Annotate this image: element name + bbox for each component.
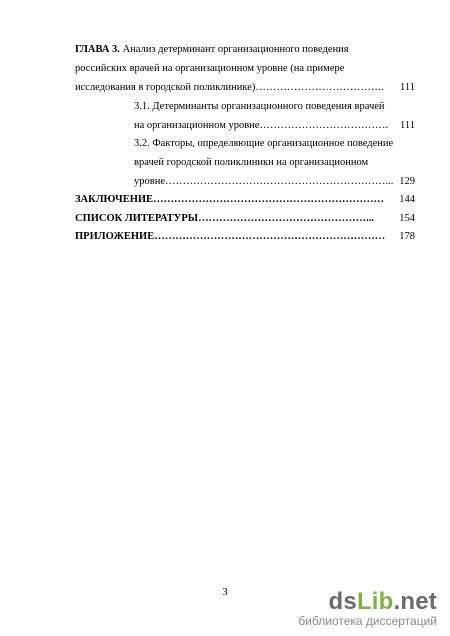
chapter3-line2: российских врачей на организационном уровне (на примере bbox=[75, 63, 345, 74]
section3-1-line1: 3.1. Детерминанты организационного поведения врачей bbox=[134, 101, 385, 112]
chapter3-title-part1: Анализ детерминант организационного поведения bbox=[119, 44, 349, 55]
appendix-page: 178 bbox=[399, 231, 415, 242]
section3-2-line2: врачей городской поликлиники на организационном bbox=[134, 157, 369, 168]
conclusion-page: 144 bbox=[399, 194, 415, 205]
conclusion-entry: ЗАКЛЮЧЕНИЕ………………………………………………………… bbox=[75, 194, 385, 205]
appendix-entry: ПРИЛОЖЕНИЕ………………………………………………………… bbox=[75, 231, 386, 242]
chapter3-line3: исследования в городской поликлинике)………………………………. bbox=[75, 82, 385, 93]
watermark-subtitle: библиотека диссертаций bbox=[298, 614, 437, 628]
watermark-net: .net bbox=[393, 588, 437, 615]
page-number: 3 bbox=[222, 587, 228, 598]
section3-1-page: 111 bbox=[400, 120, 415, 131]
watermark-lib: Lib bbox=[356, 588, 394, 615]
section3-1-line2: на организационном уровне………………………………. bbox=[134, 120, 389, 131]
chapter3-label: ГЛАВА 3. bbox=[75, 44, 120, 55]
references-entry: СПИСОК ЛИТЕРАТУРЫ…………………………………………... bbox=[75, 213, 374, 224]
watermark-logo bbox=[298, 590, 437, 614]
chapter3-page: 111 bbox=[400, 82, 415, 93]
references-page: 154 bbox=[399, 213, 415, 224]
section3-2-line3: уровне………………………………………………………... bbox=[134, 176, 394, 187]
chapter3-line1 bbox=[75, 43, 349, 57]
section3-2-page: 129 bbox=[399, 176, 415, 187]
watermark bbox=[298, 590, 437, 628]
section3-2-line1: 3.2. Факторы, определяющие организационное поведение bbox=[134, 138, 394, 149]
watermark-ds: ds bbox=[328, 588, 357, 615]
